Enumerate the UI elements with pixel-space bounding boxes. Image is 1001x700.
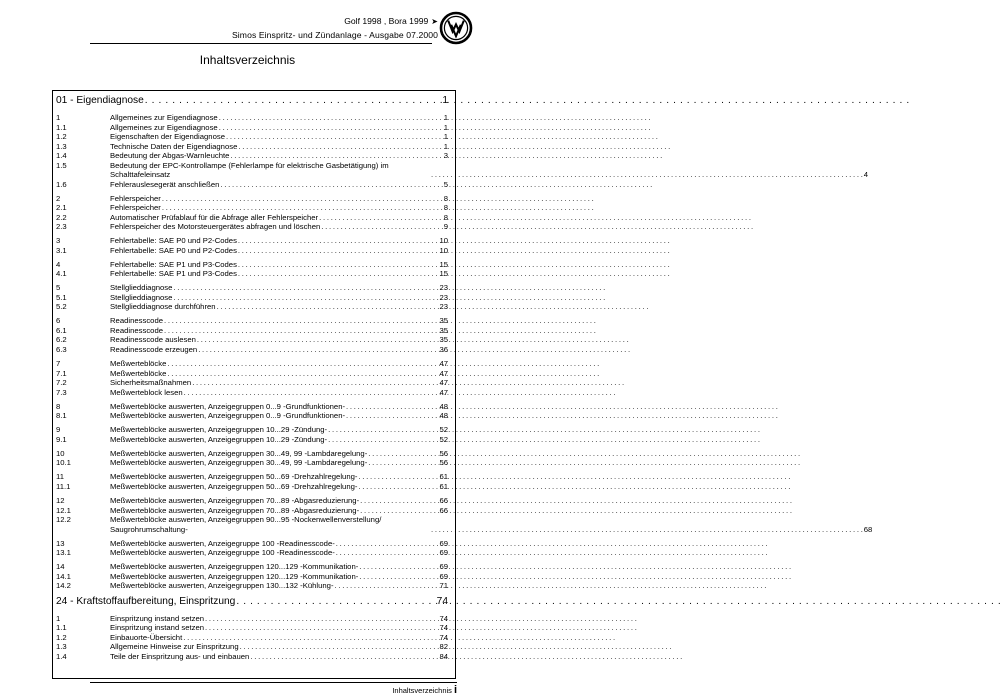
toc-entry[interactable] <box>56 369 448 379</box>
toc-entry-page: 61 <box>439 472 448 482</box>
toc-entry-number: 1.6 <box>56 179 67 189</box>
toc-leader <box>328 435 438 445</box>
toc-entry-number: 5 <box>56 283 61 293</box>
toc-leader <box>226 132 443 142</box>
toc-entry-title: Meßwerteblöcke auswerten, Anzeigegruppen 130...132 -Kühlung- <box>110 581 334 591</box>
toc-leader <box>336 539 439 549</box>
toc-chapter-title: 24 - Kraftstoffaufbereitung, Einspritzung <box>56 595 236 607</box>
toc-leader <box>346 402 438 412</box>
toc-entry[interactable] <box>56 335 448 345</box>
toc-entry[interactable] <box>56 236 448 246</box>
toc-leader <box>238 142 442 152</box>
toc-leader <box>162 203 443 213</box>
toc-entry-title: Sicherheitsmaßnahmen <box>110 378 192 388</box>
toc-entry-page: 8 <box>443 203 448 213</box>
toc-leader <box>162 194 443 204</box>
toc-leader <box>368 449 438 459</box>
toc-entry-number: 1.4 <box>56 151 67 160</box>
toc-entry-number: 6 <box>56 316 61 326</box>
toc-entry-number: 9 <box>56 425 61 435</box>
toc-entry-number: 1 <box>56 613 61 623</box>
toc-entry[interactable] <box>56 614 448 624</box>
toc-leader <box>219 113 443 123</box>
toc-entry-page: 10 <box>439 236 448 246</box>
toc-entry-number: 1.3 <box>56 642 67 652</box>
toc-entry-title: Fehlerspeicher <box>110 193 161 203</box>
toc-entry-title: Meßwerteblöcke auswerten, Anzeigegruppen 120...129 -Kommunikation- <box>110 571 359 581</box>
toc-entry-page: 52 <box>439 434 448 444</box>
toc-entry-page: 3 <box>443 151 448 160</box>
toc-entry[interactable] <box>56 623 448 633</box>
toc-chapter-title: 01 - Eigendiagnose <box>56 95 144 106</box>
toc-entry-title: Fehlerauslesegerät anschließen <box>110 179 220 189</box>
toc-entry[interactable] <box>56 326 448 336</box>
toc-entry-title: Fehlertabelle: SAE P1 und P3-Codes <box>110 259 237 269</box>
toc-leader <box>197 335 439 345</box>
toc-entry[interactable] <box>56 562 448 572</box>
toc-entry-page: 15 <box>439 259 448 269</box>
toc-entry-number: 7 <box>56 359 61 369</box>
toc-entry-title: Meßwerteblöcke auswerten, Anzeigegruppen 30...49, 99 -Lambdaregelung- <box>110 448 368 458</box>
toc-leader <box>164 316 438 326</box>
toc-entry-title: Meßwerteblöcke auswerten, Anzeigegruppe 100 -Readinesscode- <box>110 538 335 548</box>
toc-entry-page: 47 <box>439 387 448 397</box>
toc-entry[interactable] <box>56 194 448 204</box>
vw-logo-icon <box>440 12 472 44</box>
toc-entry-number: 12 <box>56 496 65 506</box>
page-title: Inhaltsverzeichnis <box>199 53 296 67</box>
toc-entry-page: 35 <box>439 316 448 326</box>
toc-entry-page: 84 <box>439 651 448 661</box>
toc-leader <box>335 581 439 591</box>
toc-entry-title: Einspritzung instand setzen <box>110 613 205 623</box>
toc-entry-number: 1.1 <box>56 122 67 132</box>
toc-entry-page: 1 <box>443 113 448 122</box>
toc-entry-number: 1.2 <box>56 132 67 141</box>
toc-entry-title: Meßwerteblöcke <box>110 359 167 369</box>
toc-entry-title: Einbauorte-Übersicht <box>110 632 183 642</box>
toc-entry-title: Automatischer Prüfablauf für die Abfrage aller Fehlerspeicher <box>110 212 319 222</box>
toc-entry-page: 71 <box>439 581 448 591</box>
toc-entry-page: 52 <box>439 425 448 435</box>
toc-entry-number: 2.2 <box>56 212 67 222</box>
toc-entry-title: Meßwerteblöcke auswerten, Anzeigegruppen 90...95 -Nockenwellenverstellung/ <box>110 515 382 525</box>
toc-entry-title-cont: Saugrohrumschaltung- <box>110 524 188 534</box>
toc-leader <box>360 506 438 516</box>
toc-leader <box>192 378 438 388</box>
toc-entry-number: 4 <box>56 259 61 269</box>
toc-entry-title-cont: Schalttafeleinsatz <box>110 170 171 179</box>
toc-entry-number: 6.3 <box>56 344 67 354</box>
toc-leader <box>321 222 442 232</box>
toc-leader <box>198 345 438 355</box>
page-header <box>0 0 495 78</box>
toc-entry-title: Meßwerteblöcke auswerten, Anzeigegruppen 30...49, 99 -Lambdaregelung- <box>110 458 368 468</box>
toc-entry-number: 13.1 <box>56 548 71 558</box>
toc-leader <box>431 525 863 535</box>
toc-leader <box>360 496 438 506</box>
toc-entry-title: Fehlertabelle: SAE P0 und P2-Codes <box>110 236 237 246</box>
toc-entry-title: Technische Daten der Eigendiagnose <box>110 141 238 151</box>
toc-entry-page: 48 <box>439 401 448 411</box>
toc-entry[interactable] <box>56 402 448 412</box>
toc-entry[interactable] <box>56 142 448 152</box>
toc-chapter[interactable] <box>56 95 448 109</box>
toc-entry-number: 1.2 <box>56 632 67 642</box>
toc-entry[interactable] <box>56 435 448 445</box>
toc-entry-page: 9 <box>443 222 448 232</box>
toc-entry-number: 11.1 <box>56 481 71 491</box>
toc-entry-title: Bedeutung der Abgas-Warnleuchte <box>110 151 230 160</box>
toc-entry-title: Readinesscode <box>110 316 163 326</box>
toc-entry-page: 4 <box>863 170 868 179</box>
toc-entry-page: 47 <box>439 378 448 388</box>
toc-leader <box>359 562 438 572</box>
toc-entry-page: 74 <box>439 613 448 623</box>
toc-entry-page: 1 <box>443 132 448 141</box>
toc-entry[interactable] <box>56 180 448 190</box>
toc-entry-title: Stellglieddiagnose durchführen <box>110 302 216 312</box>
toc-entry-page: 1 <box>443 122 448 132</box>
toc-entry-page: 8 <box>443 212 448 222</box>
toc-entry-page: 56 <box>439 448 448 458</box>
toc-leader <box>250 652 438 662</box>
toc-entry-page: 10 <box>439 245 448 255</box>
toc-chapter-page: 74 <box>436 595 448 607</box>
toc-leader <box>183 633 438 643</box>
toc-entry[interactable] <box>56 316 448 326</box>
toc-entry-number: 2.1 <box>56 203 67 213</box>
toc-entry[interactable] <box>56 293 448 303</box>
toc-leader <box>359 572 438 582</box>
toc-entry[interactable] <box>56 269 448 279</box>
toc-entry-title: Allgemeines zur Eigendiagnose <box>110 113 218 122</box>
toc-entry-page: 66 <box>439 496 448 506</box>
toc-leader <box>336 548 439 558</box>
toc-entry-number: 8 <box>56 401 61 411</box>
toc-entry-number: 10 <box>56 448 65 458</box>
toc-entry-page: 74 <box>439 623 448 633</box>
toc-entry-number: 9.1 <box>56 434 67 444</box>
toc-leader <box>184 388 439 398</box>
footer-rule <box>90 682 457 683</box>
toc-entry-page: 36 <box>439 344 448 354</box>
toc-leader <box>319 213 443 223</box>
toc-entry-page: 69 <box>439 548 448 558</box>
toc-entry[interactable] <box>56 539 448 549</box>
toc-entry[interactable] <box>56 652 448 662</box>
toc-entry-title: Teile der Einspritzung aus- und einbauen <box>110 651 250 661</box>
toc-leader <box>167 369 438 379</box>
toc-entry-title: Meßwerteblöcke auswerten, Anzeigegruppen 10...29 -Zündung- <box>110 434 328 444</box>
toc-entry-number: 8.1 <box>56 411 67 421</box>
toc-entry-page: 82 <box>439 642 448 652</box>
toc-entry-page: 68 <box>863 524 873 534</box>
toc-entry[interactable] <box>56 506 448 516</box>
table-of-contents <box>56 95 873 661</box>
toc-entry-page: 5 <box>443 179 448 189</box>
toc-entry-title: Meßwerteblöcke auswerten, Anzeigegruppen 0...9 -Grundfunktionen- <box>110 401 346 411</box>
toc-entry-title: Meßwerteblöcke auswerten, Anzeigegruppen 10...29 -Zündung- <box>110 425 328 435</box>
toc-entry[interactable] <box>56 378 448 388</box>
toc-leader <box>145 95 442 106</box>
toc-entry-page: 15 <box>439 269 448 279</box>
toc-entry-number: 14.2 <box>56 581 71 591</box>
toc-entry-number: 14.1 <box>56 571 71 581</box>
toc-leader <box>358 472 438 482</box>
toc-entry-number: 12.1 <box>56 505 71 515</box>
toc-entry[interactable] <box>56 113 448 123</box>
toc-entry-page: 74 <box>439 632 448 642</box>
toc-entry-page: 48 <box>439 411 448 421</box>
toc-leader <box>230 151 442 161</box>
toc-leader <box>164 326 438 336</box>
toc-entry-page: 35 <box>439 325 448 335</box>
toc-entry[interactable] <box>56 411 448 421</box>
model-line <box>344 16 438 26</box>
toc-entry-page: 69 <box>439 538 448 548</box>
toc-entry-title: Eigenschaften der Eigendiagnose <box>110 132 225 141</box>
toc-leader <box>217 302 439 312</box>
toc-entry[interactable] <box>56 572 448 582</box>
toc-entry-number: 1 <box>56 113 61 122</box>
toc-entry-title: Stellglieddiagnose <box>110 292 173 302</box>
toc-leader <box>173 293 438 303</box>
toc-entry-title: Fehlerspeicher <box>110 203 161 213</box>
toc-entry-title: Meßwerteblöcke <box>110 368 167 378</box>
toc-entry-title: Readinesscode auslesen <box>110 335 196 345</box>
toc-entry-title: Fehlertabelle: SAE P0 und P2-Codes <box>110 245 237 255</box>
toc-entry[interactable] <box>56 345 448 355</box>
toc-entry-number: 5.1 <box>56 292 67 302</box>
toc-entry[interactable] <box>56 260 448 270</box>
toc-entry-number: 6.1 <box>56 325 67 335</box>
page-number: i <box>453 684 457 696</box>
toc-leader <box>238 269 439 279</box>
toc-leader <box>220 180 442 190</box>
toc-entry-title: Meßwerteblöcke auswerten, Anzeigegruppen 70...89 -Abgasreduzierung- <box>110 496 360 506</box>
toc-entry-page: 1 <box>443 141 448 151</box>
toc-leader <box>368 458 438 468</box>
toc-entry[interactable] <box>56 449 448 459</box>
header-rule <box>90 43 432 44</box>
toc-entry[interactable] <box>56 132 448 142</box>
toc-entry-number: 5.2 <box>56 302 67 312</box>
toc-entry[interactable] <box>56 213 448 223</box>
toc-entry[interactable] <box>56 496 448 506</box>
toc-entry-number: 1.5 <box>56 160 67 170</box>
toc-leader <box>236 596 435 607</box>
toc-entry-page: 23 <box>439 292 448 302</box>
toc-entry[interactable] <box>56 633 448 643</box>
toc-chapter-page: 1 <box>442 95 448 106</box>
toc-entry-title: Readinesscode <box>110 325 163 335</box>
toc-entry-title: Einspritzung instand setzen <box>110 623 205 633</box>
toc-leader <box>219 123 443 133</box>
toc-entry-number: 3.1 <box>56 245 67 255</box>
toc-leader <box>240 642 439 652</box>
toc-entry-title: Meßwerteblock lesen <box>110 387 183 397</box>
footer-label: Inhaltsverzeichnis <box>392 686 452 695</box>
continuation-arrow-icon: ➤ <box>431 17 438 26</box>
toc-entry-number: 7.3 <box>56 387 67 397</box>
toc-entry-page: 69 <box>439 562 448 572</box>
toc-entry-page: 69 <box>439 571 448 581</box>
toc-entry-number: 7.1 <box>56 368 67 378</box>
toc-entry[interactable] <box>56 246 448 256</box>
toc-entry[interactable] <box>56 515 873 534</box>
toc-entry-number: 1.4 <box>56 651 67 661</box>
toc-entry[interactable] <box>56 151 448 161</box>
toc-entry-number: 1.3 <box>56 141 67 151</box>
toc-entry-number: 2 <box>56 193 61 203</box>
toc-entry[interactable] <box>56 458 448 468</box>
toc-entry[interactable] <box>56 160 868 180</box>
toc-entry[interactable] <box>56 222 448 232</box>
toc-leader <box>238 260 439 270</box>
toc-entry-title: Meßwerteblöcke auswerten, Anzeigegruppen 0...9 -Grundfunktionen- <box>110 411 346 421</box>
toc-entry-number: 6.2 <box>56 335 67 345</box>
toc-entry[interactable] <box>56 581 448 591</box>
toc-entry[interactable] <box>56 482 448 492</box>
toc-entry-number: 11 <box>56 472 64 482</box>
toc-leader <box>358 482 438 492</box>
toc-entry-title: Stellglieddiagnose <box>110 283 173 293</box>
toc-entry[interactable] <box>56 388 448 398</box>
toc-entry-number: 10.1 <box>56 458 71 468</box>
document-subtitle: Simos Einspritz- und Zündanlage - Ausgabe 07.2000 <box>231 30 438 40</box>
toc-entry-title: Allgemeines zur Eigendiagnose <box>110 122 218 132</box>
toc-entry-number: 4.1 <box>56 269 67 279</box>
toc-entry[interactable] <box>56 642 448 652</box>
toc-entry-number: 7.2 <box>56 378 67 388</box>
toc-entry-title: Fehlertabelle: SAE P1 und P3-Codes <box>110 269 237 279</box>
toc-leader <box>431 170 863 180</box>
toc-leader <box>205 614 438 624</box>
toc-leader <box>238 236 439 246</box>
toc-entry-title: Meßwerteblöcke auswerten, Anzeigegruppen 70...89 -Abgasreduzierung- <box>110 505 360 515</box>
toc-entry-number: 3 <box>56 236 61 246</box>
toc-entry[interactable] <box>56 203 448 213</box>
toc-entry-title: Meßwerteblöcke auswerten, Anzeigegruppen 120...129 -Kommunikation- <box>110 562 359 572</box>
toc-entry-title: Meßwerteblöcke auswerten, Anzeigegruppe 100 -Readinesscode- <box>110 548 335 558</box>
toc-leader <box>328 425 438 435</box>
toc-entry-page: 61 <box>439 481 448 491</box>
toc-entry-title: Fehlerspeicher des Motorsteuergerätes abfragen und löschen <box>110 222 321 232</box>
toc-entry-page: 56 <box>439 458 448 468</box>
toc-leader <box>346 411 438 421</box>
model-years: Golf 1998 , Bora 1999 <box>344 16 429 26</box>
toc-entry-title: Meßwerteblöcke auswerten, Anzeigegruppen 50...69 -Drehzahlregelung- <box>110 472 358 482</box>
toc-entry[interactable] <box>56 123 448 133</box>
toc-entry[interactable] <box>56 283 448 293</box>
toc-entry-title: Bedeutung der EPC-Kontrollampe (Fehlerlampe für elektrische Gasbetätigung) im <box>110 160 389 170</box>
toc-entry-page: 66 <box>439 505 448 515</box>
toc-entry-page: 23 <box>439 302 448 312</box>
toc-chapter[interactable] <box>56 596 448 610</box>
toc-entry-page: 35 <box>439 335 448 345</box>
toc-leader <box>205 623 438 633</box>
toc-entry-page: 23 <box>439 283 448 293</box>
toc-entry[interactable] <box>56 472 448 482</box>
toc-entry[interactable] <box>56 425 448 435</box>
toc-entry-page: 8 <box>443 193 448 203</box>
toc-entry-number: 12.2 <box>56 515 71 525</box>
toc-entry-title: Allgemeine Hinweise zur Einspritzung <box>110 642 239 652</box>
toc-entry[interactable] <box>56 548 448 558</box>
toc-entry-number: 2.3 <box>56 222 67 232</box>
toc-entry-title: Readinesscode erzeugen <box>110 344 198 354</box>
toc-leader <box>173 283 438 293</box>
toc-entry-number: 13 <box>56 538 65 548</box>
toc-entry-number: 1.1 <box>56 623 67 633</box>
page-footer <box>392 684 457 696</box>
toc-leader <box>238 246 439 256</box>
toc-entry-page: 47 <box>439 359 448 369</box>
toc-leader <box>167 359 438 369</box>
toc-entry[interactable] <box>56 359 448 369</box>
toc-entry-number: 14 <box>56 562 65 572</box>
toc-entry-page: 47 <box>439 368 448 378</box>
toc-entry[interactable] <box>56 302 448 312</box>
toc-entry-title: Meßwerteblöcke auswerten, Anzeigegruppen 50...69 -Drehzahlregelung- <box>110 481 358 491</box>
